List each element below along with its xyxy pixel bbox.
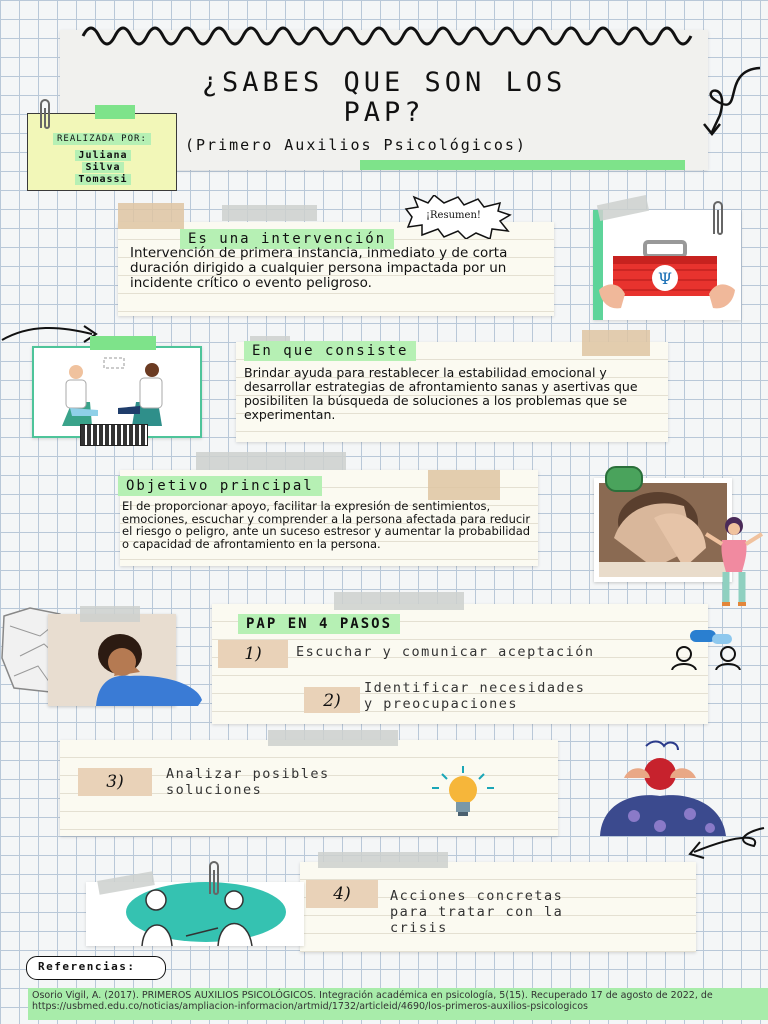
author-label: REALIZADA POR: — [53, 133, 151, 145]
step-4-line-3: crisis — [390, 920, 448, 936]
consists-heading: En que consiste — [244, 341, 416, 361]
curved-arrow-icon — [690, 60, 765, 140]
step-3-line-2: soluciones — [166, 782, 263, 798]
tape-piece — [196, 452, 346, 470]
consists-text: Brindar ayuda para restablecer la estabilidad emocional y desarrollar estrategias de afrontamiento sanas y asertivas que posibiliten la búsqueda de soluciones a los problemas que se experimentan. — [244, 365, 638, 422]
author-name-last: Tomassi — [75, 174, 130, 185]
step-3-line-1: Analizar posibles — [166, 766, 330, 782]
step-4-line-2: para tratar con la — [390, 904, 564, 920]
tape-piece — [582, 330, 650, 356]
paperclip-icon — [710, 200, 726, 240]
references-text: Osorio Vigil, A. (2017). PRIMEROS AUXILIOS PSICOLÓGICOS. Integración académica en psicología, 5(15). Recuperado 17 de agosto de 2022, de https://usbmed.edu.co/noticias/ampliacion-informacion/artmid/1732/articleid/4690/los-primeros-auxilios-psicologicos — [32, 990, 713, 1012]
references-label: Referencias: — [38, 960, 136, 973]
objective-heading: Objetivo principal — [118, 476, 322, 496]
sad-person-image — [48, 614, 176, 706]
lightbulb-icon — [428, 764, 498, 822]
header-green-underline — [360, 160, 685, 170]
author-name-middle: Silva — [82, 162, 123, 173]
author-card-tape — [95, 105, 135, 119]
tape-piece — [118, 203, 184, 229]
spiral-binding-icon — [78, 18, 718, 48]
tape-piece — [318, 852, 448, 868]
resumen-badge-text: ¡Resumen! — [426, 210, 481, 221]
step-2-line-2: y preocupaciones — [364, 696, 519, 712]
step-1-number: 1) — [218, 640, 288, 668]
step-3-number: 3) — [78, 768, 152, 796]
svg-text:Ψ: Ψ — [657, 269, 673, 288]
step-1-text: Escuchar y comunicar aceptación — [296, 644, 595, 660]
doctor-patient-illustration-icon — [86, 882, 304, 946]
tape-piece — [80, 606, 140, 622]
title-line-1: ¿SABES QUE SON LOS — [201, 67, 567, 98]
intervention-text: Intervención de primera instancia, inmediato y de corta duración dirigido a cualquier persona impactada por un incidente crítico o evento peligroso. — [130, 245, 508, 291]
tape-piece — [334, 592, 464, 610]
curved-arrow-icon — [684, 822, 768, 862]
tape-piece — [268, 730, 398, 746]
keyboard-icon — [80, 424, 148, 446]
author-names — [53, 150, 153, 186]
consultation-tape — [90, 336, 156, 350]
doctor-patient-image — [86, 882, 304, 946]
step-4-line-1: Acciones concretas — [390, 888, 564, 904]
steps-heading: PAP EN 4 PASOS — [238, 614, 400, 634]
title-line-2: PAP? — [343, 97, 425, 128]
chat-bubbles-icon — [668, 628, 748, 670]
step-2-number: 2) — [304, 687, 360, 713]
author-name-first: Juliana — [75, 150, 130, 161]
page-subtitle: (Primero Auxilios Psicológicos) — [185, 136, 527, 154]
tape-piece — [428, 470, 500, 500]
green-button-icon — [605, 466, 643, 492]
step-2-text — [364, 680, 684, 712]
sad-person-illustration-icon — [48, 614, 208, 706]
step-2-line-1: Identificar necesidades — [364, 680, 586, 696]
woman-figure-icon — [700, 514, 768, 610]
references-text-block — [28, 988, 768, 1020]
step-4-text — [390, 888, 670, 936]
step-3-text — [166, 766, 426, 798]
objective-text: El de proporcionar apoyo, facilitar la expresión de sentimientos, emociones, escuchar y comprender a la persona afectada para reducir el riesgo o peligro, ante un suceso estresor y aumentar la probabilidad o capacidad de afrontamiento en la persona. — [122, 499, 531, 551]
tape-piece — [222, 205, 317, 221]
step-4-number: 4) — [306, 880, 378, 908]
intervention-heading: Es una intervención — [180, 229, 394, 249]
paperclip-icon — [37, 98, 53, 134]
paperclip-icon — [206, 860, 222, 900]
